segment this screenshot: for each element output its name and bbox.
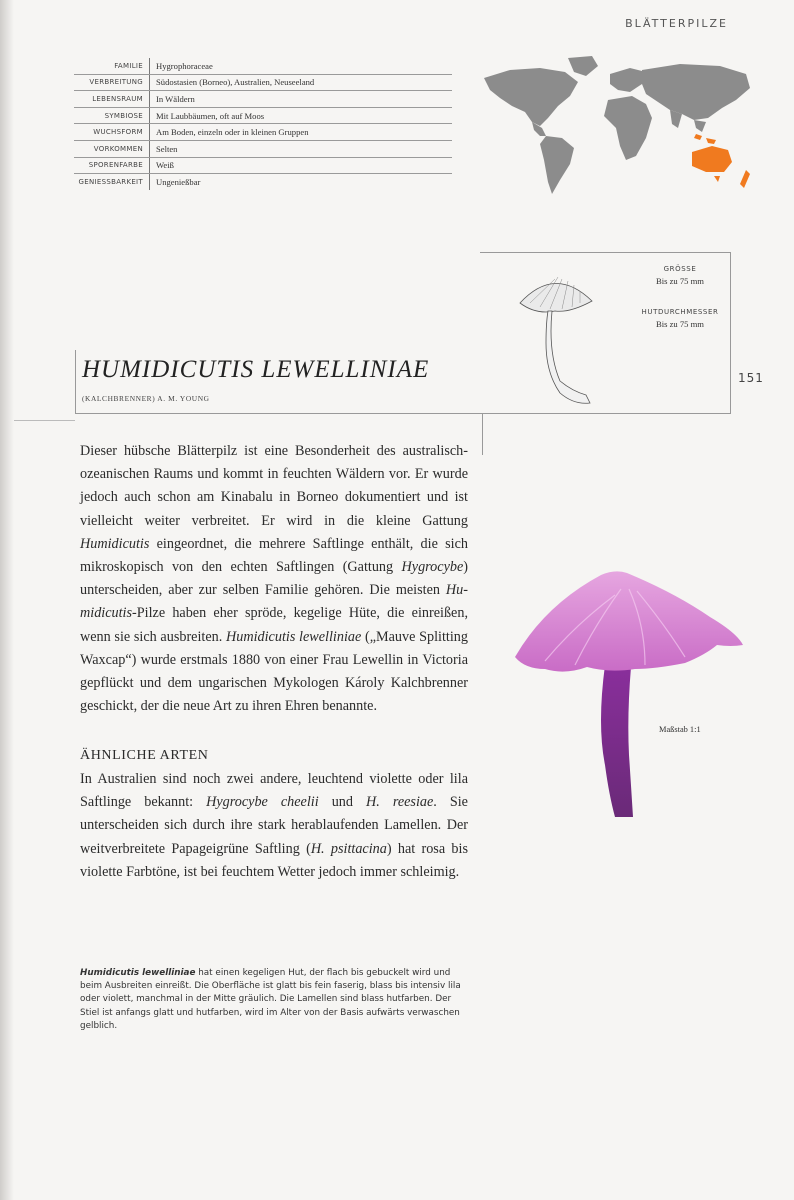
scale-label: Maßstab 1:1 [659, 725, 701, 734]
similar-species-text [80, 768, 468, 884]
map-land [484, 56, 750, 194]
photo-caption: Humidicutis lewelliniae hat einen kegeligen Hut, der flach bis gebuckelt wird und beim Ausbreiten einreißt. Die Oberfläche ist glatt bis fein faserig, blass bis intensiv lila oder violett, manchmal in der Mitte gräulich. Die Lamellen sind blass hutfarben. Der Stiel ist anfangs glatt und hutfarben, wird im Alter von der Basis aufwärts verwaschen gelblich. [80, 968, 461, 1031]
title-box [75, 350, 731, 414]
height-label: GRÖSSE [663, 265, 697, 273]
fact-value: In Wäldern [156, 93, 195, 104]
species-authority: (KALCHBRENNER) A. M. YOUNG [82, 394, 210, 403]
fact-row-distribution [74, 75, 452, 92]
height-block [630, 265, 730, 286]
fact-row-symbiosis [74, 108, 452, 125]
page-gutter [0, 0, 14, 1200]
fact-label: SPORENFARBE [74, 158, 150, 174]
fact-label: WUCHSFORM [74, 124, 150, 140]
fact-row-edibility [74, 174, 452, 190]
fact-label: FAMILIE [74, 58, 150, 74]
cap-diameter-block [630, 308, 730, 329]
fact-label: VERBREITUNG [74, 75, 150, 91]
fact-label: SYMBIOSE [74, 108, 150, 124]
fact-label: VORKOMMEN [74, 141, 150, 157]
fact-value: Weiß [156, 160, 174, 171]
page-number: 151 [738, 371, 764, 385]
fact-value: Am Boden, einzeln oder in kleinen Gruppen [156, 127, 309, 138]
fact-value: Hygrophoraceae [156, 60, 213, 71]
fact-label: LEBENSRAUM [74, 91, 150, 107]
fact-value: Südostasien (Borneo), Australien, Neuseeland [156, 77, 315, 88]
world-map [470, 48, 760, 198]
divider [14, 420, 75, 421]
divider [482, 413, 483, 455]
section-header: BLÄTTERPILZE [625, 17, 728, 30]
fact-value: Mit Laubbäumen, oft auf Moos [156, 110, 265, 121]
similar-species-heading: ÄHNLICHE ARTEN [80, 748, 209, 763]
mushroom-photo [505, 565, 750, 825]
similar-paragraph: In Australien sind noch zwei andere, leuchtend violette oder lila Saftlinge bekannt: Hygrocybe cheelii und H. reesiae. Sie unterscheiden sich durch ihre stark herablaufenden Lamellen. Der weitverbreitete Papageigrüne Saftling (H. psittacina) hat rosa bis violette Farbtöne, ist bei feuchtem Wetter jedoch immer schleimig. [80, 771, 468, 880]
height-value: Bis zu 75 mm [656, 276, 704, 286]
body-paragraph: Dieser hübsche Blätterpilz ist eine Besonderheit des australisch-ozeanischen Raums und kommt in feuchten Wäldern vor. Er wurde jedoch auch schon am Kinabalu in Borneo dokumentiert und ist vielleicht weiter verbreitet. Er wird in die kleine Gattung Humidicutis eingeordnet, die mehrere Saftlinge enthält, die sich mikroskopisch von den echten Saftlingen (Gattung Hygrocybe) unterscheiden, aber zur selben Familie gehören. Die meisten Humidicutis-Pilze haben eher spröde, kegelige Hüte, die einreißen, wenn sie sich ausbreiten. Humidicutis lewelliniae („Mauve Splitting Waxcap“) wurde erstmals 1880 von einer Frau Lewellin in Victoria gepflückt und dem ungarischen Mykologen Károly Kalchbrenner geschickt, der die neue Art zu ihren Ehren benannte. [80, 443, 468, 715]
fact-row-growth [74, 124, 452, 141]
fact-value: Ungenießbar [156, 176, 201, 187]
fact-row-family [74, 58, 452, 75]
body-text [80, 440, 468, 718]
map-highlight-australia [692, 134, 750, 188]
fact-value: Selten [156, 143, 178, 154]
species-title: HUMIDICUTIS LEWELLINIAE [82, 356, 430, 383]
fact-row-habitat [74, 91, 452, 108]
fact-label: GENIESSBARKEIT [74, 174, 150, 190]
fact-row-occurrence [74, 141, 452, 158]
cap-diameter-value: Bis zu 75 mm [656, 319, 704, 329]
fact-row-spore-color [74, 158, 452, 175]
cap-diameter-label: HUTDURCHMESSER [641, 308, 719, 316]
facts-table [74, 58, 452, 190]
